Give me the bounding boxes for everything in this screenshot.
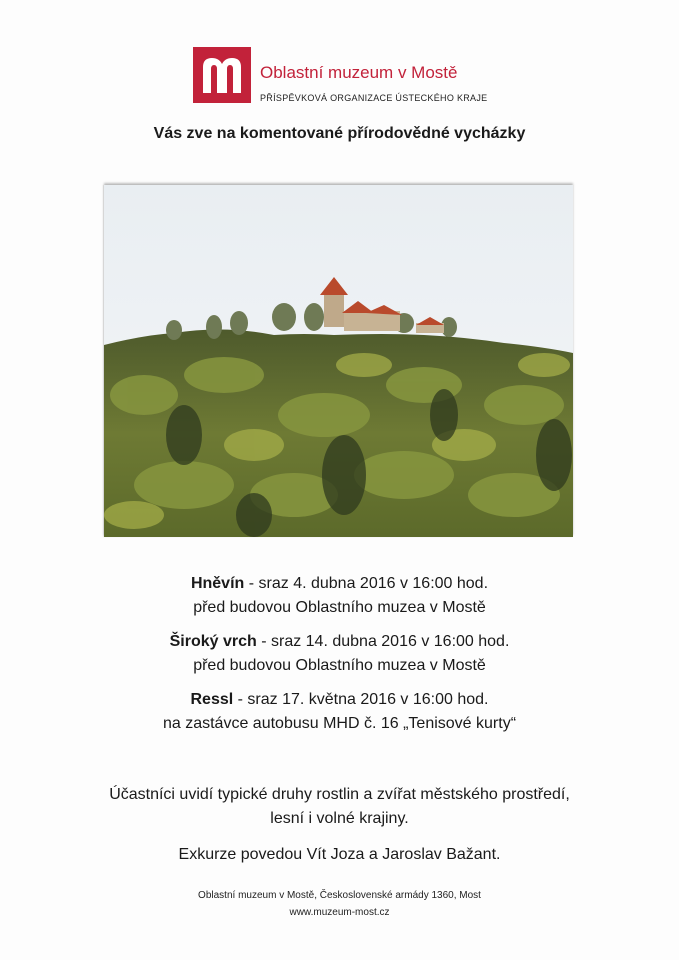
note-line-1: Účastníci uvidí typické druhy rostlin a zvířat městského prostředí, xyxy=(109,786,570,803)
museum-logo xyxy=(193,47,251,103)
museum-name: Oblastní muzeum v Mostě xyxy=(260,63,458,82)
note-line-2: lesní i volné krajiny. xyxy=(270,810,409,827)
event-place: na zastávce autobusu MHD č. 16 „Tenisové kurty“ xyxy=(162,715,517,732)
event-name: Ressl xyxy=(190,691,234,708)
footer-website[interactable]: www.muzeum-most.cz xyxy=(289,907,390,918)
guides-note: Exkurze povedou Vít Joza a Jaroslav Bažant. xyxy=(178,846,501,863)
event-name: Široký vrch xyxy=(169,633,257,650)
event-place: před budovou Oblastního muzea v Mostě xyxy=(193,657,486,674)
event-hnevin-date xyxy=(0,572,679,596)
event-ressl xyxy=(0,688,679,736)
museum-subtitle: PŘÍSPĚVKOVÁ ORGANIZACE ÚSTECKÉHO KRAJE xyxy=(260,93,488,103)
event-ressl-date xyxy=(0,688,679,712)
museum-header xyxy=(193,47,523,109)
event-place: před budovou Oblastního muzea v Mostě xyxy=(193,599,486,616)
event-name: Hněvín xyxy=(190,575,245,592)
castle-hill-photo xyxy=(104,185,573,537)
participants-note xyxy=(0,783,679,831)
event-siroky-vrch xyxy=(0,630,679,678)
event-siroky-vrch-date xyxy=(0,630,679,654)
footer xyxy=(0,887,679,921)
event-date: - sraz 4. dubna 2016 v 16:00 hod. xyxy=(244,575,489,592)
event-date: - sraz 14. dubna 2016 v 16:00 hod. xyxy=(256,633,510,650)
logo-m-icon xyxy=(193,47,251,103)
event-date: - sraz 17. května 2016 v 16:00 hod. xyxy=(233,691,489,708)
event-hnevin xyxy=(0,572,679,620)
footer-address: Oblastní muzeum v Mostě, Československé armády 1360, Most xyxy=(198,890,481,901)
invitation-heading: Vás zve na komentované přírodovědné vycházky xyxy=(153,125,526,142)
